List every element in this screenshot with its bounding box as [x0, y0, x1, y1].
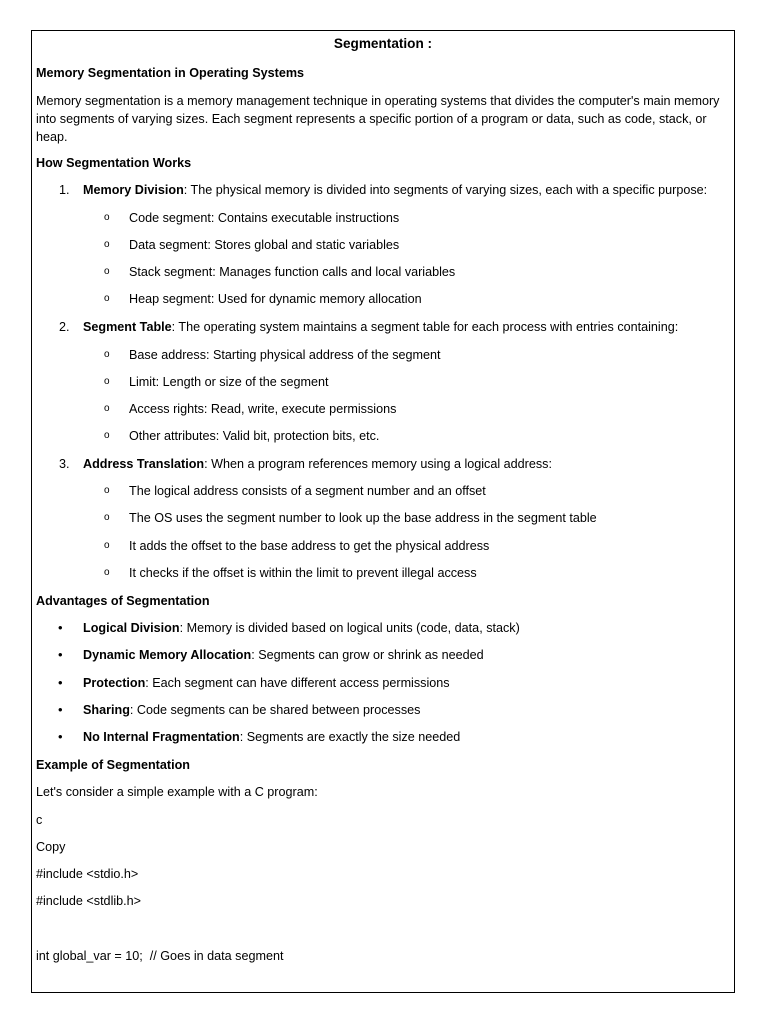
sub-item-text: Code segment: Contains executable instructions [129, 211, 400, 225]
circle-bullet-icon: o [104, 540, 110, 551]
bullet-label: Sharing [83, 703, 130, 717]
section-heading-advantages: Advantages of Segmentation [36, 594, 210, 608]
circle-bullet-icon: o [104, 430, 110, 441]
sub-item-text: The logical address consists of a segment number and an offset [129, 484, 486, 498]
sub-item-text: It checks if the offset is within the limit to prevent illegal access [129, 566, 477, 580]
sub-item-text: Access rights: Read, write, execute permissions [129, 402, 397, 416]
bullet-icon: • [58, 675, 63, 690]
bullet-text [83, 729, 460, 745]
bullet-label: Protection [83, 676, 146, 690]
item-text [83, 319, 678, 335]
bullet-text [83, 647, 484, 663]
bullet-description: : Code segments can be shared between processes [129, 703, 421, 717]
bullet-text [83, 675, 450, 691]
bullet-description: : Segments can grow or shrink as needed [251, 648, 484, 662]
item-number: 3. [59, 457, 70, 471]
sub-item-text: Heap segment: Used for dynamic memory allocation [129, 292, 422, 306]
bullet-icon: • [58, 620, 63, 635]
bullet-icon: • [58, 647, 63, 662]
copy-button[interactable]: Copy [36, 840, 66, 854]
item-description: : The operating system maintains a segment table for each process with entries containing: [171, 320, 679, 334]
circle-bullet-icon: o [104, 512, 110, 523]
circle-bullet-icon: o [104, 349, 110, 360]
item-text [83, 456, 552, 472]
bullet-icon: • [58, 729, 63, 744]
section-heading-memory-segmentation: Memory Segmentation in Operating Systems [36, 66, 305, 80]
sub-item-text: Other attributes: Valid bit, protection bits, etc. [129, 429, 380, 443]
bullet-icon: • [58, 702, 63, 717]
code-line: int global_var = 10; // Goes in data segment [36, 949, 284, 963]
item-label: Address Translation [83, 457, 205, 471]
code-line: #include <stdio.h> [36, 867, 139, 881]
circle-bullet-icon: o [104, 376, 110, 387]
intro-paragraph: Memory segmentation is a memory management technique in operating systems that divides the computer's main memory into segments of varying sizes. Each segment represents a specific portion of a program or data, such as code, stack, or heap. [36, 94, 720, 144]
circle-bullet-icon: o [104, 212, 110, 223]
circle-bullet-icon: o [104, 239, 110, 250]
bullet-text [83, 620, 520, 636]
circle-bullet-icon: o [104, 266, 110, 277]
bullet-description: : Each segment can have different access permissions [145, 676, 450, 690]
item-label: Segment Table [83, 320, 172, 334]
sub-item-text: It adds the offset to the base address to get the physical address [129, 539, 490, 553]
code-language-label: c [36, 813, 43, 827]
sub-item-text: The OS uses the segment number to look up the base address in the segment table [129, 511, 597, 525]
page-title: Segmentation : [333, 36, 433, 51]
bullet-description: : Memory is divided based on logical units (code, data, stack) [179, 621, 520, 635]
item-number: 2. [59, 320, 70, 334]
example-intro: Let's consider a simple example with a C program: [36, 785, 318, 799]
code-line: #include <stdlib.h> [36, 894, 142, 908]
circle-bullet-icon: o [104, 293, 110, 304]
bullet-text [83, 702, 420, 718]
item-label: Memory Division [83, 183, 184, 197]
section-heading-how-it-works: How Segmentation Works [36, 156, 192, 170]
sub-item-text: Data segment: Stores global and static variables [129, 238, 400, 252]
bullet-description: : Segments are exactly the size needed [239, 730, 461, 744]
circle-bullet-icon: o [104, 485, 110, 496]
circle-bullet-icon: o [104, 403, 110, 414]
bullet-label: No Internal Fragmentation [83, 730, 240, 744]
item-description: : The physical memory is divided into segments of varying sizes, each with a specific purpose: [183, 183, 708, 197]
circle-bullet-icon: o [104, 567, 110, 578]
bullet-label: Dynamic Memory Allocation [83, 648, 252, 662]
bullet-label: Logical Division [83, 621, 180, 635]
sub-item-text: Limit: Length or size of the segment [129, 375, 329, 389]
sub-item-text: Base address: Starting physical address of the segment [129, 348, 441, 362]
item-text [83, 182, 707, 198]
section-heading-example: Example of Segmentation [36, 758, 190, 772]
item-description: : When a program references memory using a logical address: [204, 457, 552, 471]
sub-item-text: Stack segment: Manages function calls and local variables [129, 265, 456, 279]
item-number: 1. [59, 183, 70, 197]
